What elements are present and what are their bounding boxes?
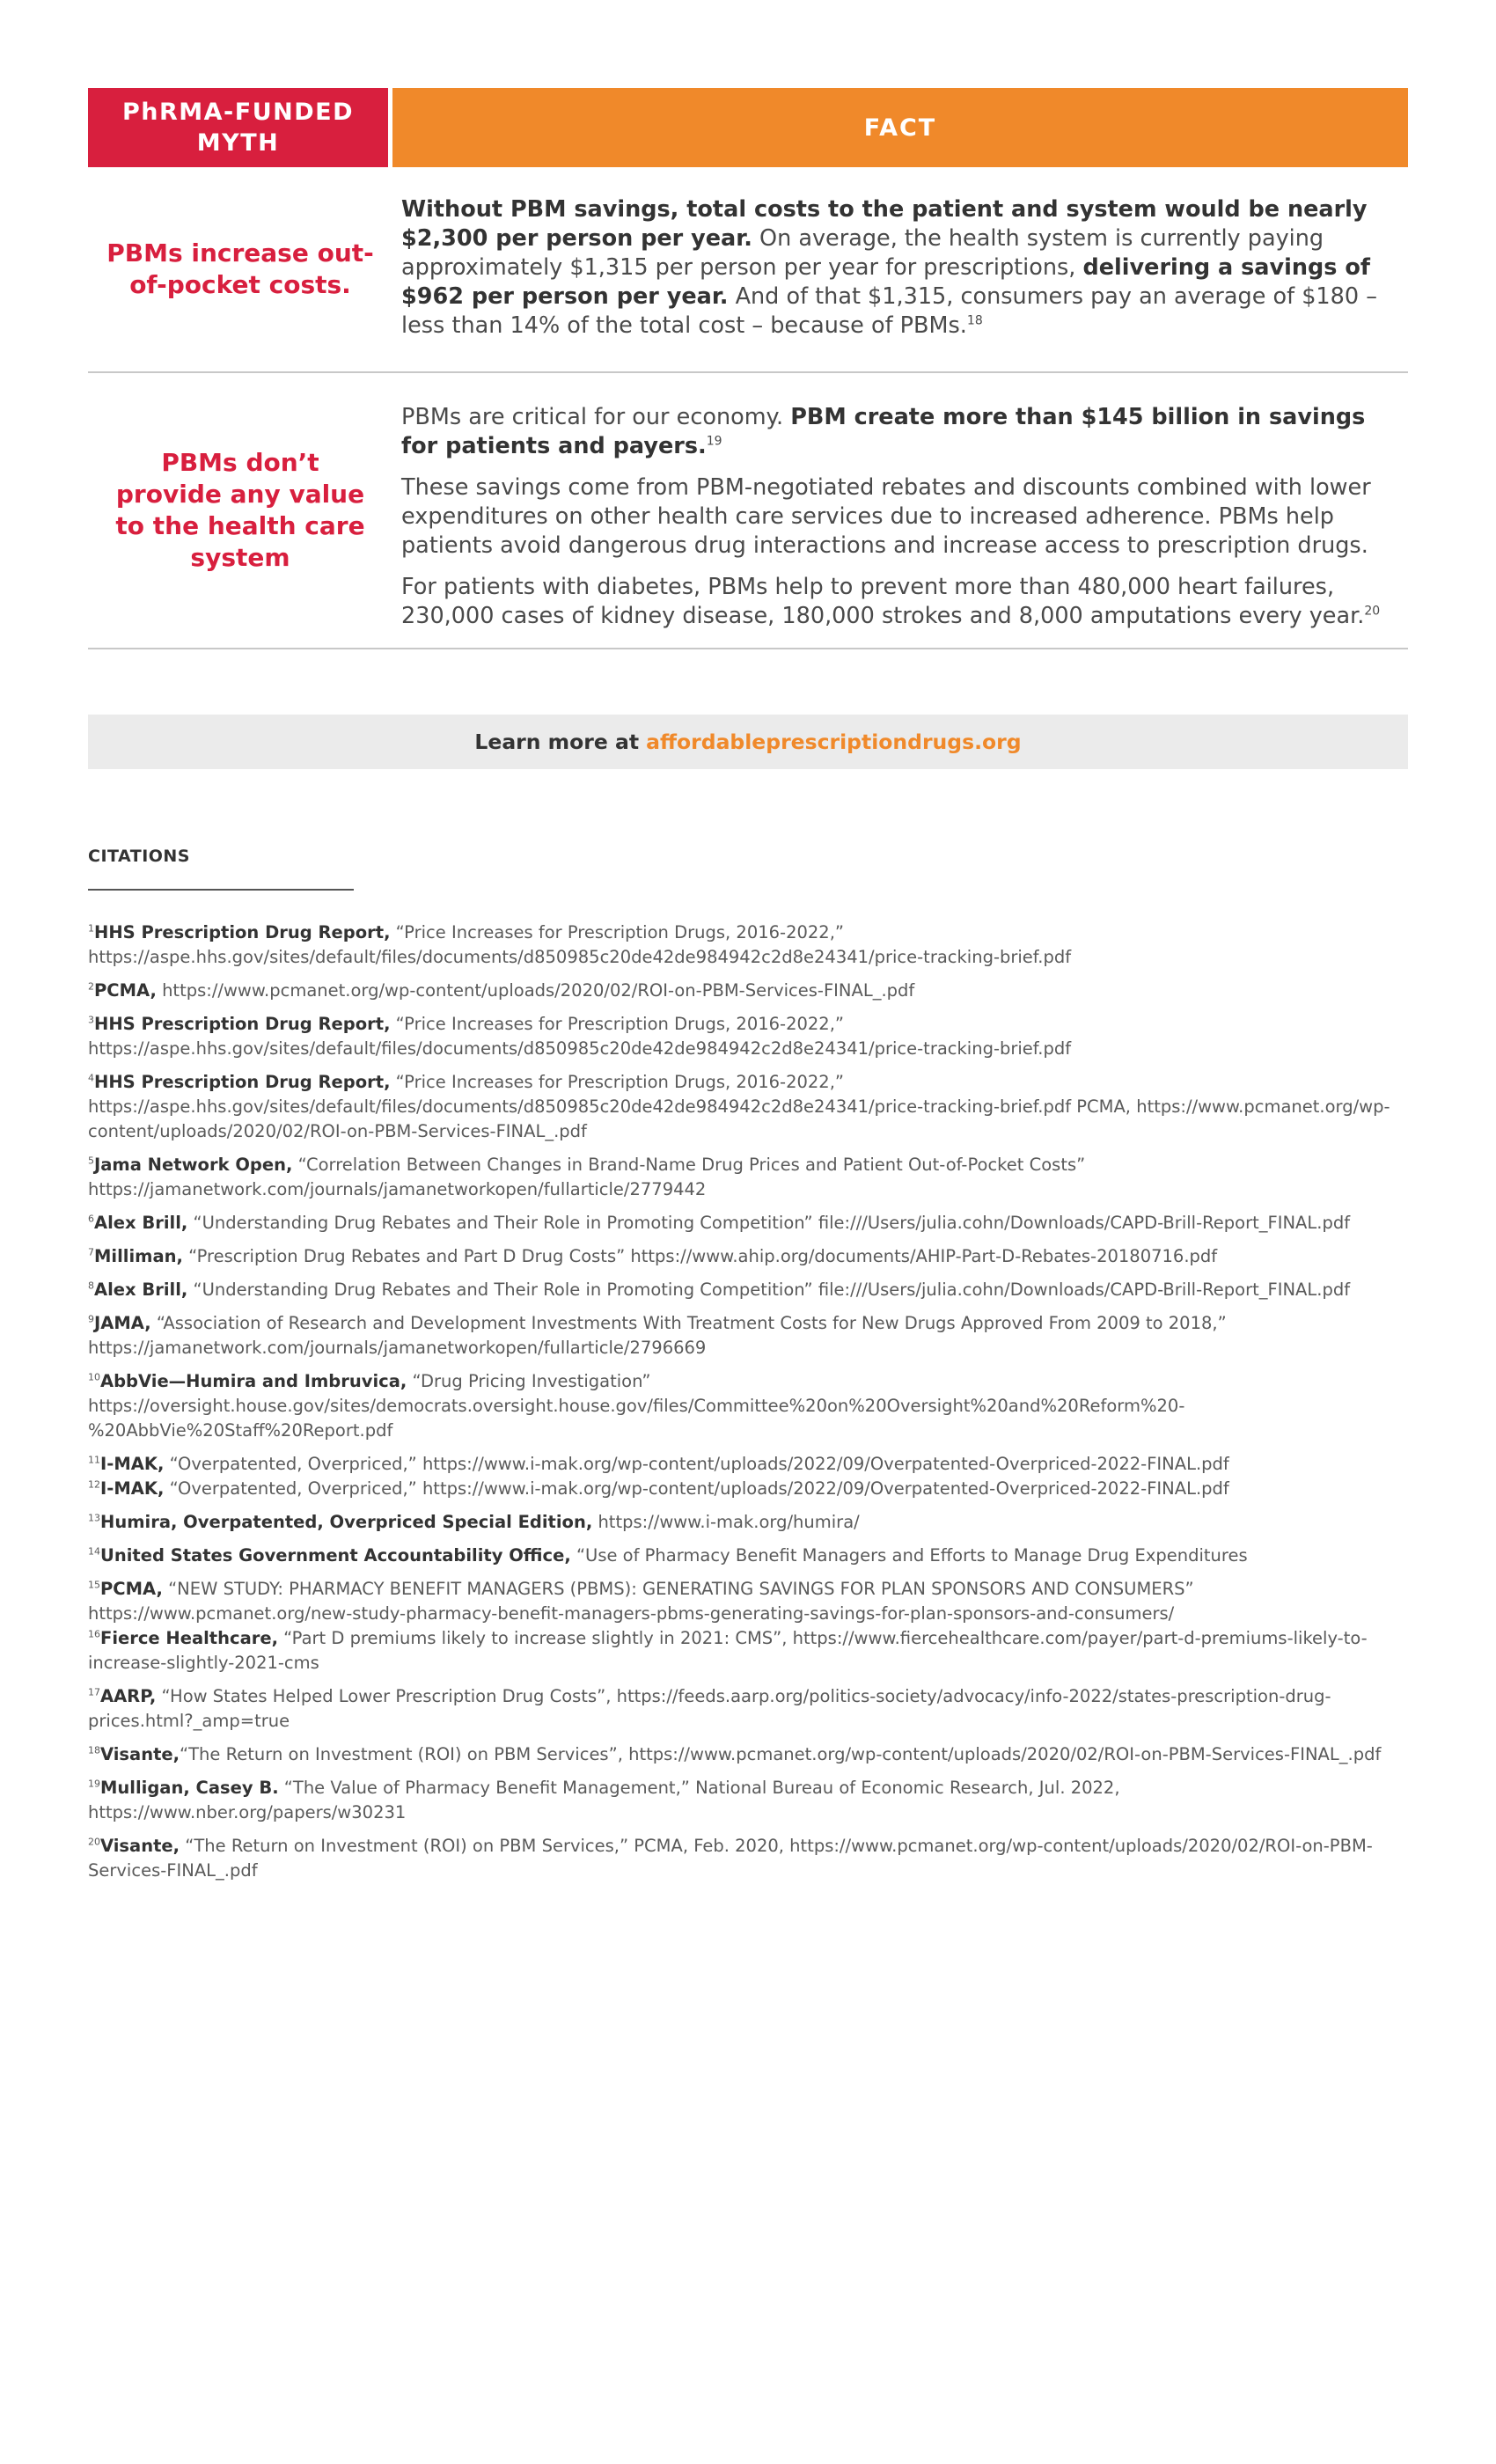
citation-number: 15 <box>88 1579 100 1591</box>
citation-text: “Association of Research and Development Investments With Treatment Costs for New Drugs Approved From 2009 to 2018,” https://jamanetwork.com/journals/jamanetworkopen/fullarticle/2796669 <box>88 1313 1227 1358</box>
citations-list <box>88 920 1408 1883</box>
fact-run: For patients with diabetes, PBMs help to prevent more than 480,000 heart failures, 230,000 cases of kidney disease, 180,000 strokes and 8,000 amputations every year. <box>401 574 1365 629</box>
citation-source: AbbVie—Humira and Imbruvica, <box>100 1371 407 1391</box>
citation-text: “Price Increases for Prescription Drugs, 2016-2022,” https://aspe.hhs.gov/sites/default/files/documents/d850985c20de42de984942c2d8e24341/price-tracking-brief.pdf <box>88 1014 1072 1059</box>
citation-number: 11 <box>88 1454 100 1466</box>
fact-paragraph <box>401 195 1397 341</box>
citations-heading: CITATIONS <box>88 847 190 866</box>
fact-text <box>392 167 1408 371</box>
myth-fact-page <box>88 88 1408 1892</box>
citation-text: “Overpatented, Overpriced,” https://www.i-mak.org/wp-content/uploads/2022/09/Overpatented-Overpriced-2022-FINAL.pdf <box>164 1478 1229 1499</box>
citation-source: I-MAK, <box>100 1478 165 1499</box>
citation-item <box>88 1626 1408 1676</box>
citation-number: 9 <box>88 1313 94 1325</box>
citation-source: Fierce Healthcare, <box>100 1628 278 1648</box>
citation-source: PCMA, <box>94 980 157 1001</box>
citation-source: PCMA, <box>100 1579 163 1599</box>
citation-text: “Prescription Drug Rebates and Part D Drug Costs” https://www.ahip.org/documents/AHIP-Part-D-Rebates-20180716.pdf <box>182 1246 1218 1266</box>
myth-text: PBMs increase out-of-pocket costs. <box>106 238 374 299</box>
citation-text: “The Return on Investment (ROI) on PBM Services,” PCMA, Feb. 2020, https://www.pcmanet.org/wp-content/uploads/2020/02/ROI-on-PBM-Services-FINAL_.pdf <box>88 1836 1373 1881</box>
learn-more-text: Learn more at <box>474 730 640 754</box>
learn-more-link[interactable]: affordableprescriptiondrugs.org <box>646 730 1022 754</box>
fact-emphasis: Without PBM savings, total costs to the patient and system would be nearly $2,300 per person per year. <box>401 196 1368 252</box>
citation-source: HHS Prescription Drug Report, <box>94 922 391 942</box>
citation-item <box>88 1510 1408 1535</box>
citation-text: “Understanding Drug Rebates and Their Role in Promoting Competition” file:///Users/julia.cohn/Downloads/CAPD-Brill-Report_FINAL.pdf <box>187 1213 1351 1233</box>
footnote-ref: 18 <box>966 313 983 328</box>
citation-source: United States Government Accountability Office, <box>100 1545 571 1566</box>
citation-number: 5 <box>88 1155 94 1167</box>
fact-column-header: FACT <box>392 88 1408 167</box>
citation-item <box>88 1070 1408 1144</box>
citation-number: 8 <box>88 1280 94 1292</box>
citation-number: 18 <box>88 1744 100 1756</box>
footnote-ref: 20 <box>1364 604 1381 619</box>
citation-text: “The Value of Pharmacy Benefit Management,” National Bureau of Economic Research, Jul. 2022, https://www.nber.org/papers/w30231 <box>88 1778 1120 1822</box>
citation-source: Jama Network Open, <box>94 1155 293 1175</box>
citation-text: “Correlation Between Changes in Brand-Name Drug Prices and Patient Out-of-Pocket Costs” https://jamanetwork.com/journals/jamanetworkopen/fullarticle/2779442 <box>88 1155 1086 1199</box>
citation-source: HHS Prescription Drug Report, <box>94 1014 391 1034</box>
citation-number: 12 <box>88 1478 100 1491</box>
citation-item <box>88 1153 1408 1202</box>
citation-text: https://www.i-mak.org/humira/ <box>592 1512 860 1532</box>
citations-divider <box>88 889 354 891</box>
citation-number: 13 <box>88 1512 100 1524</box>
citation-text: https://www.pcmanet.org/wp-content/uploads/2020/02/ROI-on-PBM-Services-FINAL_.pdf <box>156 980 915 1001</box>
citation-item <box>88 1244 1408 1269</box>
citation-item <box>88 920 1408 970</box>
citation-number: 19 <box>88 1778 100 1790</box>
fact-emphasis: delivering a savings of $962 per person per year. <box>401 254 1370 310</box>
learn-more-banner <box>88 715 1408 769</box>
citation-source: AARP, <box>100 1686 157 1706</box>
fact-run: And of that $1,315, consumers pay an average of $180 – less than 14% of the total cost – because of PBMs. <box>401 283 1377 339</box>
citation-source: Visante, <box>100 1836 180 1856</box>
citation-text: “The Return on Investment (ROI) on PBM Services”, https://www.pcmanet.org/wp-content/uploads/2020/02/ROI-on-PBM-Services-FINAL_.pdf <box>180 1744 1382 1764</box>
citation-item <box>88 1452 1408 1477</box>
citation-item <box>88 1012 1408 1061</box>
citation-item <box>88 1544 1408 1568</box>
citation-text: “Part D premiums likely to increase slightly in 2021: CMS”, https://www.fiercehealthcare.com/payer/part-d-premiums-likely-to-increase-slightly-2021-cms <box>88 1628 1368 1673</box>
citation-source: Humira, Overpatented, Overpriced Special Edition, <box>100 1512 593 1532</box>
citation-number: 20 <box>88 1836 100 1848</box>
citation-text: “Drug Pricing Investigation” https://oversight.house.gov/sites/democrats.oversight.house.gov/files/Committee%20on%20Oversight%20and%20Reform%20-%20AbbVie%20Staff%20Report.pdf <box>88 1371 1185 1441</box>
fact-text <box>392 373 1408 648</box>
citation-source: I-MAK, <box>100 1454 165 1474</box>
fact-run: PBMs are critical for our economy. <box>401 404 791 430</box>
citation-item <box>88 1776 1408 1825</box>
fact-emphasis: PBM create more than $145 billion in savings for patients and payers. <box>401 404 1366 459</box>
citation-number: 6 <box>88 1213 94 1225</box>
citation-number: 3 <box>88 1014 94 1026</box>
myth-column-header: PhRMA-FUNDED MYTH <box>88 88 388 167</box>
citation-number: 14 <box>88 1545 100 1558</box>
citation-item <box>88 1369 1408 1443</box>
citation-number: 17 <box>88 1686 100 1698</box>
citation-item <box>88 1577 1408 1626</box>
fact-paragraph <box>401 403 1397 461</box>
citation-source: HHS Prescription Drug Report, <box>94 1072 391 1092</box>
citation-source: Visante, <box>100 1744 180 1764</box>
citation-number: 7 <box>88 1246 94 1258</box>
citation-item <box>88 979 1408 1003</box>
citation-item <box>88 1834 1408 1883</box>
citation-number: 10 <box>88 1371 100 1383</box>
citation-number: 1 <box>88 922 94 935</box>
citation-source: Alex Brill, <box>94 1213 188 1233</box>
fact-run: These savings come from PBM-negotiated rebates and discounts combined with lower expenditures on other health care services due to increased adherence. PBMs help patients avoid dangerous drug interactions and increase access to prescription drugs. <box>401 474 1371 559</box>
table-row <box>88 373 1408 649</box>
citation-text: “Use of Pharmacy Benefit Managers and Efforts to Manage Drug Expenditures <box>570 1545 1248 1566</box>
table-row <box>88 167 1408 373</box>
citation-source: JAMA, <box>94 1313 151 1333</box>
citation-text: “Price Increases for Prescription Drugs, 2016-2022,” https://aspe.hhs.gov/sites/default/files/documents/d850985c20de42de984942c2d8e24341/price-tracking-brief.pdf PCMA, https://www.pcmanet.org/wp-content/uploads/2020/02/ROI-on-PBM-Services-FINAL_.pdf <box>88 1072 1390 1141</box>
citation-number: 2 <box>88 980 94 993</box>
citation-source: Milliman, <box>94 1246 183 1266</box>
citation-number: 16 <box>88 1628 100 1640</box>
citation-item <box>88 1742 1408 1767</box>
citation-text: “NEW STUDY: PHARMACY BENEFIT MANAGERS (PBMS): GENERATING SAVINGS FOR PLAN SPONSORS AND CONSUMERS” https://www.pcmanet.org/new-study-pharmacy-benefit-managers-pbms-generating-savings-for-plan-sponsors-and-consumers/ <box>88 1579 1194 1624</box>
myth-text: PBMs don’t provide any value to the health care system <box>115 448 365 572</box>
citation-text: “How States Helped Lower Prescription Drug Costs”, https://feeds.aarp.org/politics-society/advocacy/info-2022/states-prescription-drug-prices.html?_amp=true <box>88 1686 1331 1731</box>
citation-item <box>88 1211 1408 1236</box>
footnote-ref: 19 <box>706 434 722 449</box>
citation-number: 4 <box>88 1072 94 1084</box>
citation-text: “Understanding Drug Rebates and Their Role in Promoting Competition” file:///Users/julia.cohn/Downloads/CAPD-Brill-Report_FINAL.pdf <box>187 1280 1351 1300</box>
citation-text: “Price Increases for Prescription Drugs, 2016-2022,” https://aspe.hhs.gov/sites/default/files/documents/d850985c20de42de984942c2d8e24341/price-tracking-brief.pdf <box>88 922 1072 967</box>
citation-text: “Overpatented, Overpriced,” https://www.i-mak.org/wp-content/uploads/2022/09/Overpatented-Overpriced-2022-FINAL.pdf <box>164 1454 1229 1474</box>
citation-item <box>88 1684 1408 1734</box>
fact-run: On average, the health system is currently paying approximately $1,315 per person per year for prescriptions, <box>401 225 1324 281</box>
citation-source: Mulligan, Casey B. <box>100 1778 279 1798</box>
fact-paragraph <box>401 473 1397 561</box>
table-header <box>88 88 1408 167</box>
citation-item <box>88 1278 1408 1302</box>
citation-source: Alex Brill, <box>94 1280 188 1300</box>
fact-paragraph <box>401 573 1397 631</box>
citation-item <box>88 1311 1408 1360</box>
citation-item <box>88 1477 1408 1501</box>
